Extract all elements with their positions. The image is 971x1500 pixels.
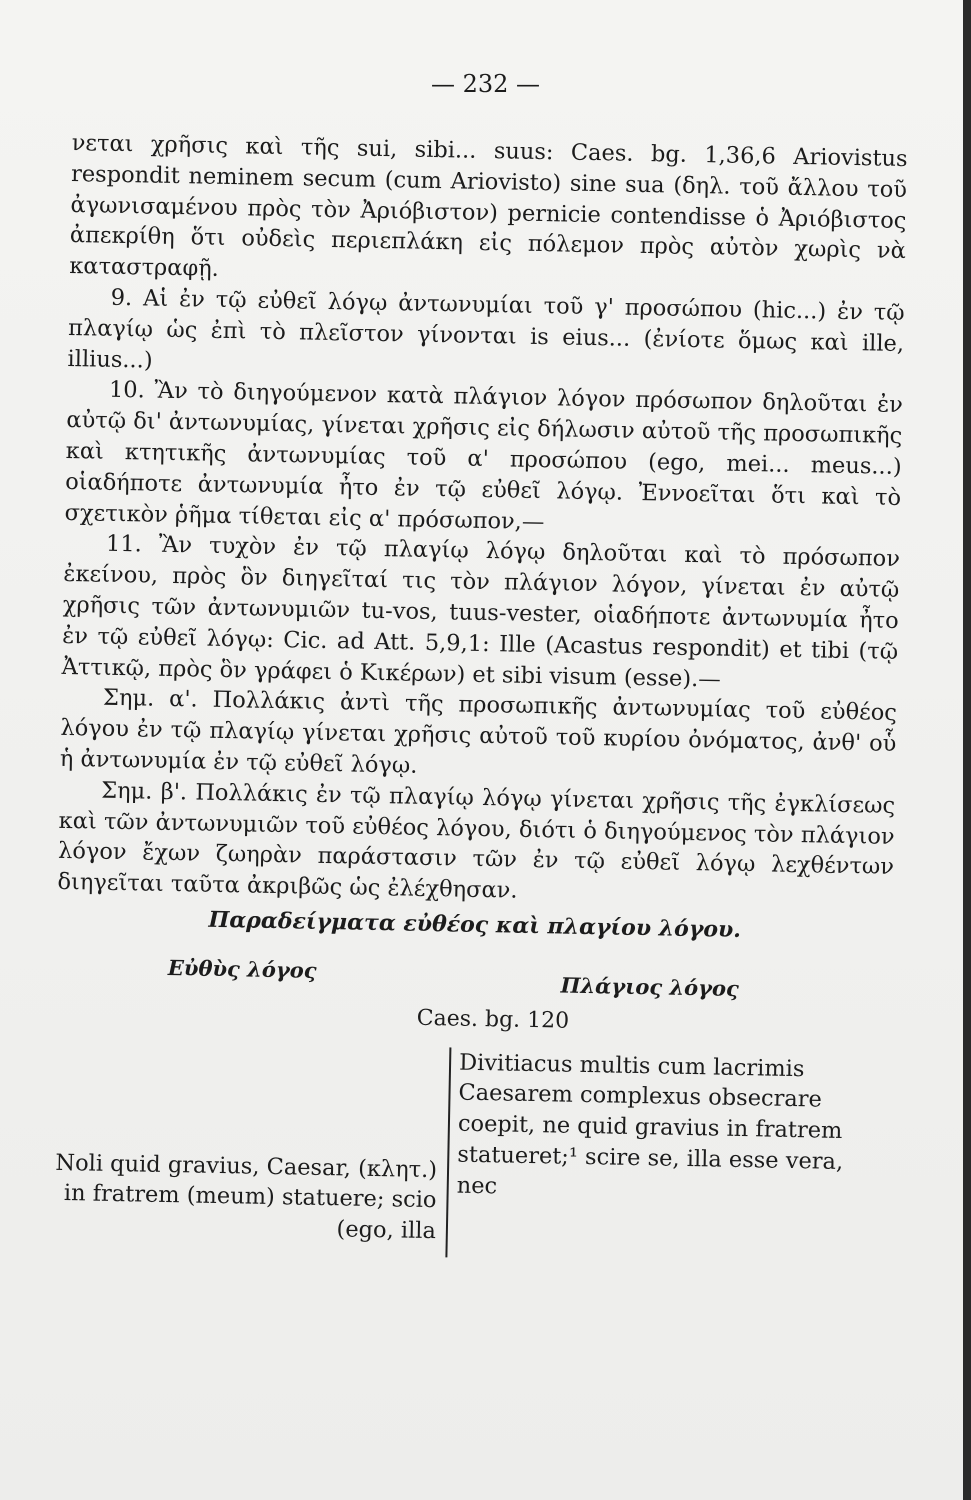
paragraph-10: 10. Ἂν τὸ διηγούμενον κατὰ πλάγιον λόγον πρόσωπον δηλοῦται ἐν αὐτῷ δι' ἀντωνυμίας, γίνεται χρῆσις εἰς δήλωσιν αὐτοῦ τῆς προσωπικῆς καὶ κτητικῆς ἀντωνυμίας τοῦ α' προσώπου (ego, mei... meus...) οἱαδήποτε ἀντωνυμία ἦτο ἐν τῷ εὐθεῖ λόγῳ. Ἐννοεῖται ὅτι καὶ τὸ σχετικὸν ῥῆμα τίθεται εἰς α' πρόσωπον,— [64, 377, 904, 535]
note-1: Σημ. α'. Πολλάκις ἀντὶ τῆς προσωπικῆς ἀντωνυμίας τοῦ εὐθέος λόγου ἐν τῷ πλαγίῳ γίνεται χρῆσις αὐτοῦ τοῦ κυρίου ὀνόματος, ἀνθ' οὗ ἡ ἀντωνυμία ἐν τῷ εὐθεῖ λόγῳ. [59, 685, 898, 779]
note-2: Σημ. β'. Πολλάκις ἐν τῷ πλαγίῳ λόγῳ γίνεται χρῆσις τῆς ἐγκλίσεως καὶ τῶν ἀντωνυμιῶν τοῦ εὐθέος λόγου, διότι ὁ διηγούμενος τὸν πλάγιον λόγον ἔχων ζωηρὰν παράστασιν τῶν ἐν τῷ εὐθεῖ λόγῳ λεχθέντων διηγεῖται ταῦτα ἀκριβῶς ὡς ἐλέχθησαν. [57, 777, 896, 904]
continuation-paragraph: νεται χρῆσις καὶ τῆς sui, sibi... suus: Caes. bg. 1,36,6 Ariovistus respondit neminem secum (cum Ariovisto) sine sua (δηλ. τοῦ ἄλλου τοῦ ἀγωνισαμένου πρὸς τὸν Ἀριόβιστον) pernicie contendisse ὁ Ἀριόβιστος ἀπεκρίθη ὅτι οὐδεὶς περιεπλάκη εἰς πόλεμον πρὸς αὐτὸν χωρὶς νὰ καταστραφῇ. [69, 129, 908, 283]
examples-heading: Παραδείγματα εὐθέος καὶ πλαγίου λόγου. [208, 906, 742, 943]
direct-speech-heading: Εὐθὺς λόγος [167, 954, 317, 983]
paragraph-9: 9. Αἱ ἐν τῷ εὐθεῖ λόγῳ ἀντωνυμίαι τοῦ γ' προσώπου (hic...) ἐν τῷ πλαγίῳ ὡς ἐπὶ τὸ πλεῖστον γίνονται is eius... (ἐνίοτε ὅμως καὶ ille, illius...) [67, 284, 905, 374]
column-divider [445, 1047, 451, 1257]
page-edge-shadow [963, 0, 971, 1500]
paragraph-11: 11. Ἂν τυχὸν ἐν τῷ πλαγίῳ λόγῳ δηλοῦται καὶ τὸ πρόσωπον ἐκείνου, πρὸς ὃν διηγεῖταί τις τὸν πλάγιον λόγον, γίνεται ἐν αὐτῷ χρῆσις τῶν ἀντωνυμιῶν tu-vos, tuus-vester, οἱαδήποτε ἀντωνυμία ἦτο ἐν τῷ εὐθεῖ λόγῳ: Cic. ad Att. 5,9,1: Ille (Acastus respondit) et tibi (τῷ Ἀττικῷ, πρὸς ὃν γράφει ὁ Κικέρων) et sibi visum (esse).— [61, 531, 901, 693]
citation: Caes. bg. 120 [416, 1005, 570, 1034]
direct-speech-text: Noli quid gravius, Caesar, (κλητ.) in fratrem (meum) statuere; scio (ego, illa [55, 1149, 438, 1245]
indirect-speech-heading: Πλάγιος λόγος [560, 972, 740, 1001]
indirect-speech-text: Divitiacus multis cum lacrimis Caesarem complexus obsecrare coepit, ne quid gravius in fratrem statueret;¹ scire se, illa esse vera, nec [456, 1049, 844, 1200]
page-body [50, 128, 908, 1275]
examples-columns [50, 1029, 890, 1275]
page-number: — 232 — [430, 70, 541, 98]
